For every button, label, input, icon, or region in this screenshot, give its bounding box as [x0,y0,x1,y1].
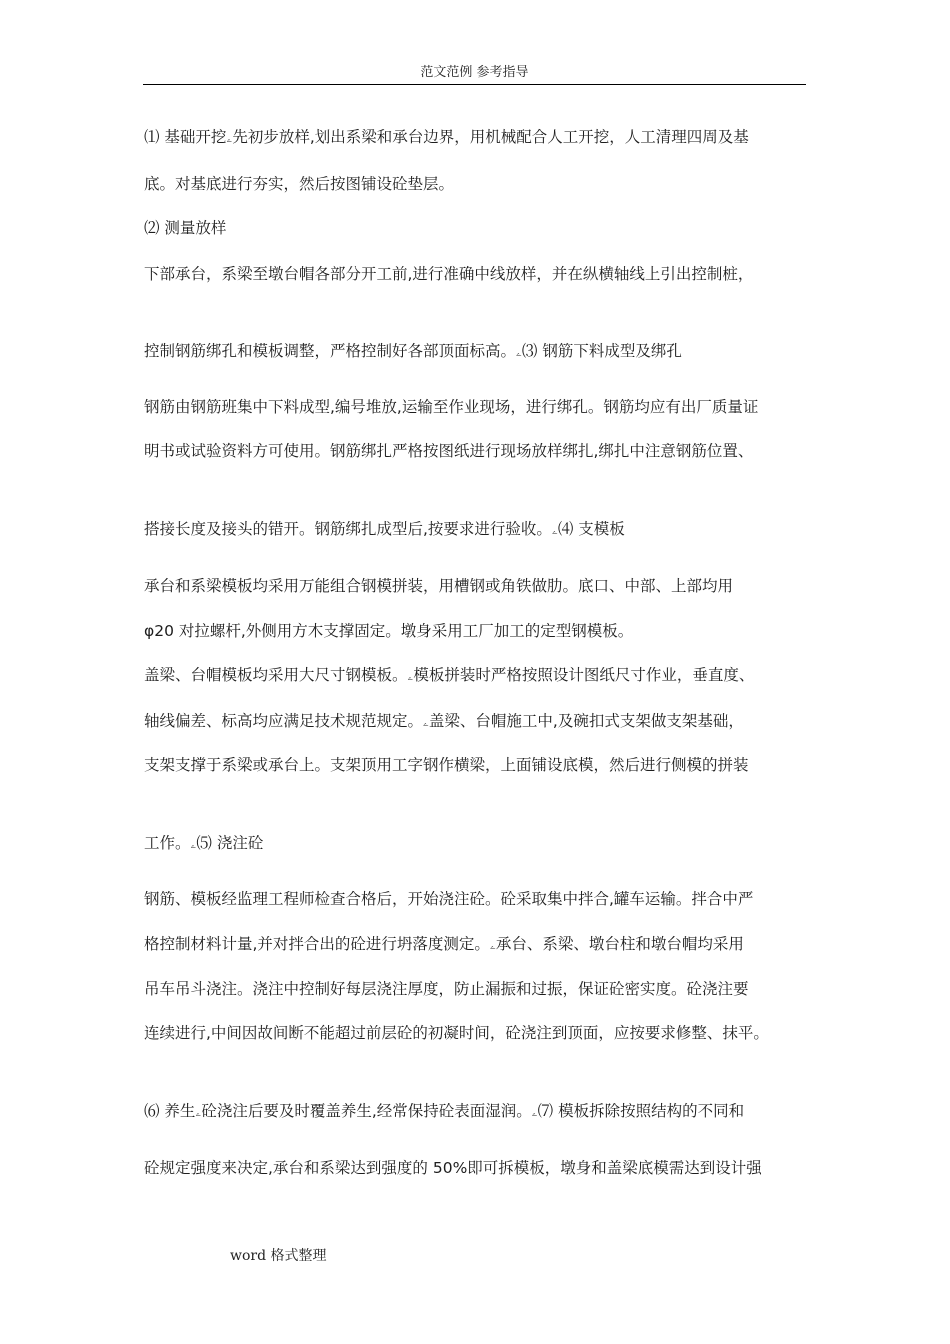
body-text-line: 支架支撑于系梁或承台上。支架顶用工字钢作横梁，上面铺设底模，然后进行侧模的拼装 [144,756,749,774]
body-text-line: 吊车吊斗浇注。浇注中控制好每层浇注厚度，防止漏振和过振，保证砼密实度。砼浇注要 [144,980,749,998]
body-text-line: 格控制材料计量,并对拌合出的砼进行坍落度测定。ۦ承台、系梁、墩台柱和墩台帽均采用 [144,935,744,953]
page-footer: word 格式整理 [230,1248,327,1264]
body-text-line: ⑴ 基础开挖ۦ先初步放样,划出系梁和承台边界，用机械配合人工开挖，人工清理四周及基 [144,128,749,146]
body-text-line: 工作。ۦ⑸ 浇注砼 [144,834,264,852]
body-text-line: 下部承台，系梁至墩台帽各部分开工前,进行准确中线放样，并在纵横轴线上引出控制桩， [144,265,754,283]
body-text-line: 搭接长度及接头的错开。钢筋绑扎成型后,按要求进行验收。ۦ⑷ 支模板 [144,520,625,538]
body-text-line: φ20 对拉螺杆,外侧用方木支撑固定。墩身采用工厂加工的定型钢模板。 [144,622,634,640]
body-text-line: ⑹ 养生ۦ砼浇注后要及时覆盖养生,经常保持砼表面湿润。ۦ⑺ 模板拆除按照结构的不同和 [144,1102,745,1120]
body-text-line: 底。对基底进行夯实，然后按图铺设砼垫层。 [144,175,455,193]
page-header: 范文范例 参考指导 [143,64,806,85]
body-text-line: 钢筋由钢筋班集中下料成型,编号堆放,运输至作业现场，进行绑孔。钢筋均应有出厂质量证 [144,398,759,416]
body-text-line: ⑵ 测量放样 [144,219,227,237]
body-text-line: 砼规定强度来决定,承台和系梁达到强度的 50%即可拆模板，墩身和盖梁底模需达到设计强 [144,1159,762,1177]
body-text-line: 控制钢筋绑孔和模板调整，严格控制好各部顶面标高。ۦ⑶ 钢筋下料成型及绑孔 [144,342,682,360]
body-text-line: 承台和系梁模板均采用万能组合钢模拼装，用槽钢或角铁做肋。底口、中部、上部均用 [144,577,734,595]
body-text-line: 连续进行,中间因故间断不能超过前层砼的初凝时间，砼浇注到顶面，应按要求修整、抹平。 [144,1024,769,1042]
body-text-line: 盖梁、台帽模板均采用大尺寸钢模板。ۦ模板拼装时严格按照设计图纸尺寸作业，垂直度、 [144,666,755,684]
body-text-line: 明书或试验资料方可使用。钢筋绑扎严格按图纸进行现场放样绑扎,绑扎中注意钢筋位置、 [144,442,754,460]
body-text-line: 钢筋、模板经监理工程师检查合格后，开始浇注砼。砼采取集中拌合,罐车运输。拌合中严 [144,890,754,908]
body-text-line: 轴线偏差、标高均应满足技术规范规定。ۦ盖梁、台帽施工中,及碗扣式支架做支架基础， [144,712,744,730]
